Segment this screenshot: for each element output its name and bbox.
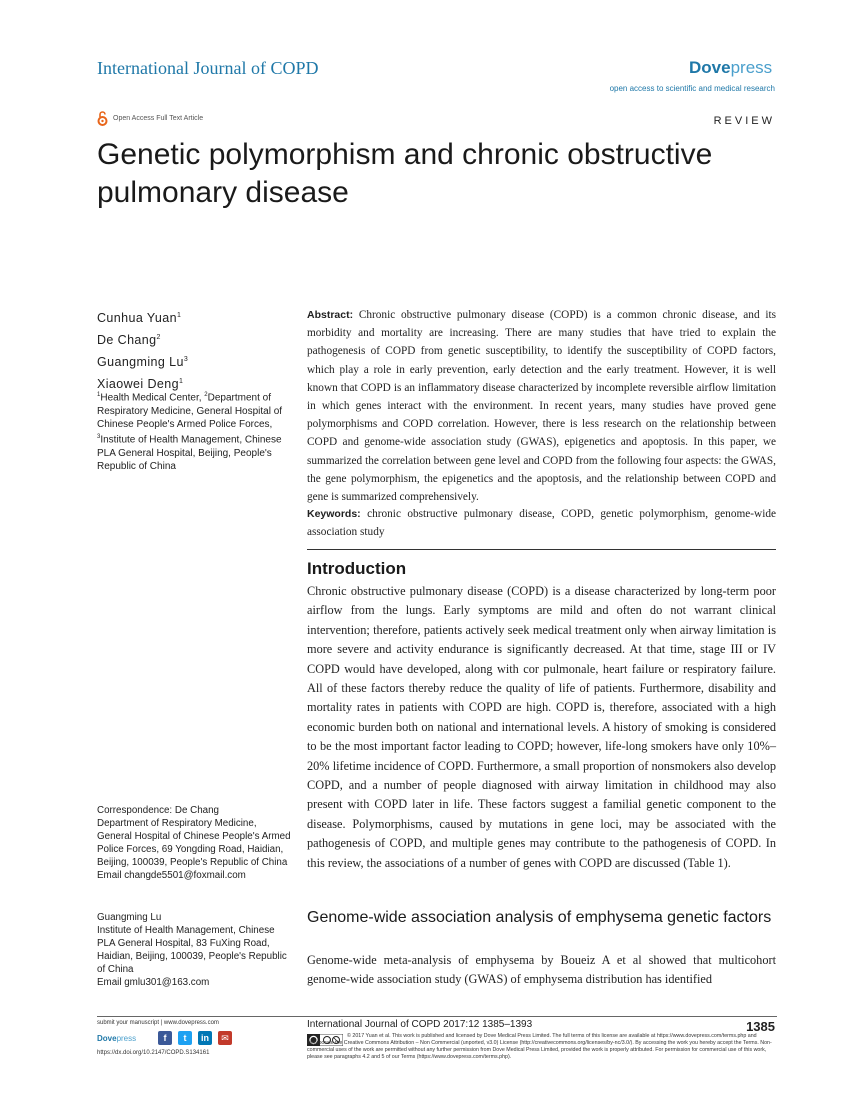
correspondence-email[interactable]: Email changde5501@foxmail.com xyxy=(97,870,246,881)
affiliations xyxy=(97,389,287,473)
page-number: 1385 xyxy=(746,1019,775,1034)
footer-logo-press: press xyxy=(116,1034,137,1043)
author-affiliation-mark: 1 xyxy=(178,378,184,386)
author xyxy=(97,350,188,372)
author-name: De Chang xyxy=(97,333,157,348)
abstract xyxy=(307,306,776,506)
author-name: Cunhua Yuan xyxy=(97,311,177,326)
author xyxy=(97,328,188,350)
author-affiliation-mark: 3 xyxy=(183,356,189,364)
author xyxy=(97,306,188,328)
abstract-label: Abstract: xyxy=(307,309,354,321)
author-name: Xiaowei Deng xyxy=(97,377,179,392)
open-access-badge xyxy=(97,111,203,126)
citation: International Journal of COPD 2017:12 1385–1393 xyxy=(307,1019,533,1030)
author-affiliation-mark: 2 xyxy=(156,334,161,342)
correspondence-address: Institute of Health Management, Chinese PLA General Hospital, 83 FuXing Road, Haidian, Beijing, 100039, People's Republic of China xyxy=(97,925,287,975)
license-text: © 2017 Yuan et al. This work is published and licensed by Dove Medical Press Limited. The full terms of this license are available at https://www.dovepress.com/terms.php and incorporate the Creative Commons Attribution – Non Commercial (unported, v3.0) License (http://creativecommons.org/licenses/by-nc/3.0/). By accessing the work you hereby accept the Terms. Non-commercial uses of the work are permitted without any further permission from Dove Medical Press Limited, provided the work is properly attributed. For permission for commercial use of this work, please see paragraphs 4.2 and 5 of our Terms (https://www.dovepress.com/terms.php). xyxy=(307,1033,772,1060)
affiliation-2: Department of Respiratory Medicine, General Hospital of Chinese People's Armed Police Forces, xyxy=(97,392,283,430)
linkedin-icon[interactable]: in xyxy=(198,1031,212,1045)
publisher-logo-press: press xyxy=(730,58,773,77)
publisher-logo[interactable] xyxy=(689,58,772,78)
facebook-icon[interactable]: f xyxy=(158,1031,172,1045)
affiliation-mark: 1 xyxy=(97,392,101,398)
affiliation-1: Health Medical Center, xyxy=(100,392,205,404)
twitter-icon[interactable]: t xyxy=(178,1031,192,1045)
section-heading-gwas: Genome-wide association analysis of emphysema genetic factors xyxy=(307,909,772,926)
correspondence-address: Department of Respiratory Medicine, General Hospital of Chinese People's Armed Police Forces, 69 Yongding Road, Haidian, Beijing, 100039, People's Republic of China xyxy=(97,818,291,868)
submit-manuscript-link[interactable]: submit your manuscript | www.dovepress.com xyxy=(97,1020,219,1026)
section-heading-introduction: Introduction xyxy=(307,559,407,578)
correspondence-name: Correspondence: De Chang xyxy=(97,805,219,816)
correspondence-email[interactable]: Email gmlu301@163.com xyxy=(97,977,210,988)
doi-link[interactable]: https://dx.doi.org/10.2147/COPD.S134161 xyxy=(97,1050,210,1056)
email-icon[interactable]: ✉ xyxy=(218,1031,232,1045)
publisher-logo-dove: Dove xyxy=(689,58,731,77)
correspondence-block xyxy=(97,804,292,882)
affiliation-mark: 3 xyxy=(97,434,101,441)
affiliation-mark: 2 xyxy=(204,392,208,398)
abstract-divider xyxy=(307,549,776,550)
open-access-label: Open Access Full Text Article xyxy=(113,115,204,122)
author-list xyxy=(97,306,188,395)
footer-publisher-logo[interactable] xyxy=(97,1034,136,1043)
introduction-body: Chronic obstructive pulmonary disease (COPD) is a disease characterized by long-term poor airflow from the lungs. Early symptoms are mild and often do not warrant clinical intervention; therefore, patients actively seek medical treatment only when airway limitation is more severe and activity endurance is significantly decreased. At that time, stage III or IV COPD would have developed, along with cor pulmonale, heart failure or respiratory failure. All of these factors thereby reduce the quality of life of patients. Furthermore, disability and mortality rates in patients with COPD are high. COPD is, therefore, associated with a high economic burden both on national and international levels. A history of smoking is considered to be the most important factor leading to COPD; however, life-long smokers have only 10%–20% lifetime incidence of COPD. Furthermore, a small proportion of nonsmokers also develop COPD, and a number of people diagnosed with airway limitation in childhood may also present with COPD later in life. These factors suggest a familial genetic component to the disease. Polymorphisms, caused by mutations in gene loci, may be associated with the pathogenesis of COPD, and multiple genes may contribute to the pathogenesis of COPD. In this review, the associations of a number of genes with COPD are discussed (Table 1). xyxy=(307,584,776,870)
affiliation-3: Institute of Health Management, Chinese PLA General Hospital, Beijing, People's Republic of China xyxy=(97,434,282,473)
correspondence-name: Guangming Lu xyxy=(97,912,162,923)
correspondence-block xyxy=(97,911,292,989)
author-affiliation-mark: 1 xyxy=(176,312,182,319)
publisher-tagline: open access to scientific and medical research xyxy=(609,84,775,93)
social-share-icons xyxy=(158,1031,232,1045)
keywords xyxy=(307,505,776,541)
abstract-text: Chronic obstructive pulmonary disease (COPD) is a common chronic disease, and its morbidity and mortality are increasing. There are many studies that have tried to explain the pathogenesis of COPD from genetic susceptibility, to identify the susceptibility of COPD factors, which play a role in early prevention, early detection and the early treatment. However, it is well known that COPD is an inflammatory disease characterized by incomplete reversible airflow limitation in which genes interact with the environment. In recent years, many studies have proved gene polymorphisms and COPD correlation. However, there is less research on the relationship between COPD and genome-wide association study (GWAS), epigenetics and apoptosis. In this paper, we summarized the correlation between gene level and COPD from the following four aspects: the GWAS, the gene polymorphism, the epigenetics and the apoptosis, and the relationship between COPD and gene is summarized comprehensively. xyxy=(307,309,776,504)
keywords-label: Keywords: xyxy=(307,508,361,520)
article-title: Genetic polymorphism and chronic obstructive pulmonary disease xyxy=(97,138,713,209)
footer-divider xyxy=(97,1016,777,1017)
keywords-text: chronic obstructive pulmonary disease, COPD, genetic polymorphism, genome-wide association study xyxy=(307,508,776,539)
gwas-body: Genome-wide meta-analysis of emphysema by Boueiz A et al showed that multicohort genome-wide association study (GWAS) of emphysema distribution has identified xyxy=(307,953,776,987)
article-type: REVIEW xyxy=(713,115,775,127)
journal-title: International Journal of COPD xyxy=(97,58,319,78)
author-name: Guangming Lu xyxy=(97,355,184,370)
open-access-icon xyxy=(97,111,108,126)
footer-logo-dove: Dove xyxy=(97,1034,117,1043)
